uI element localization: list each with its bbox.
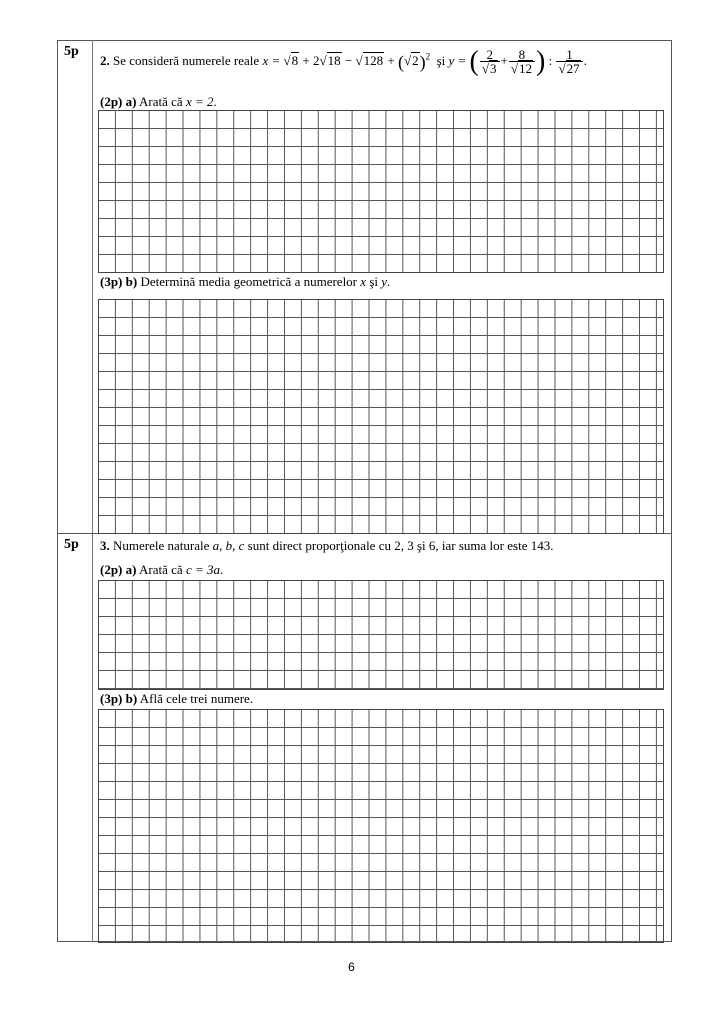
sqrt-128: 128 <box>363 52 384 68</box>
statement-end: . <box>550 538 554 553</box>
y-label: y = <box>448 52 470 68</box>
term-plus-2: + <box>384 52 398 68</box>
term-minus: − <box>341 52 356 68</box>
part-text: Determină media geometrică a numerelor <box>140 274 358 289</box>
problem-mid: sunt direct proporţionale cu <box>247 538 391 553</box>
problem-2-statement: 2. Se consideră numerele reale $x = √8 + 2√18 - √128 + (√2)^2$ şi y = ( $\frac{2}{√3}$ + $\frac{8}{√12}$ ) : $\frac{1}{√27}$ . <box>100 46 587 77</box>
fraction-8-sqrt12: $\frac{8}{√12}$ <box>509 48 535 76</box>
points-label: 5p <box>64 44 79 59</box>
divide-sign: : <box>545 52 556 68</box>
problem-intro: Numerele naturale <box>113 538 210 553</box>
part-2b-prompt <box>100 274 390 290</box>
term-plus: + 2 <box>299 52 320 68</box>
part-text: Arată că <box>139 94 183 109</box>
part-math: c = 3a <box>185 562 220 577</box>
ratio-numbers: 2, 3 <box>394 538 414 553</box>
ratio-number-3: 6, <box>428 538 439 553</box>
sqrt-18: 18 <box>327 52 341 68</box>
sqrt-2: 2 <box>412 52 419 68</box>
answer-grid[interactable] <box>98 580 664 690</box>
statement-end: . <box>583 52 587 68</box>
part-end: . <box>213 94 217 109</box>
part-end: . <box>219 562 224 577</box>
part-math: x = 2 <box>185 94 214 109</box>
part-text: Arată că <box>139 562 183 577</box>
part-2a-prompt <box>100 94 217 110</box>
answer-grid[interactable] <box>98 110 664 273</box>
sqrt-8: 8 <box>291 52 299 68</box>
problem-number: 3. <box>100 538 110 553</box>
column-divider <box>92 40 93 942</box>
answer-grid[interactable] <box>98 709 664 943</box>
fraction-2-sqrt3: $\frac{2}{√3}$ <box>480 48 500 76</box>
part-end: . <box>387 274 391 289</box>
conjunction: şi <box>416 538 426 553</box>
conjunction: şi <box>436 52 446 68</box>
page-number: 6 <box>348 960 355 974</box>
part-score: (2p) a) <box>100 562 137 577</box>
part-math-2: y <box>381 274 388 289</box>
part-score: (3p) b) <box>100 691 138 706</box>
variables: a, b, c <box>212 538 245 553</box>
part-3a-prompt <box>100 562 223 578</box>
answer-grid[interactable] <box>98 299 664 534</box>
exponent: 2 <box>425 51 431 62</box>
problem-intro: Se consideră numerele reale <box>113 52 260 68</box>
x-label: x = <box>262 52 284 68</box>
sum-value: 143 <box>530 538 551 553</box>
problem-tail: iar suma lor este <box>441 538 528 553</box>
points-label: 5p <box>64 537 79 552</box>
problem-3-statement <box>100 538 553 554</box>
part-3b-prompt <box>100 691 253 707</box>
fraction-1-sqrt27: $\frac{1}{√27}$ <box>556 48 582 76</box>
part-math: x <box>360 274 367 289</box>
part-score: (2p) a) <box>100 94 137 109</box>
part-score: (3p) b) <box>100 274 138 289</box>
part-text: Află cele trei numere. <box>139 691 254 706</box>
part-mid: şi <box>369 274 378 289</box>
problem-number: 2. <box>100 52 110 68</box>
